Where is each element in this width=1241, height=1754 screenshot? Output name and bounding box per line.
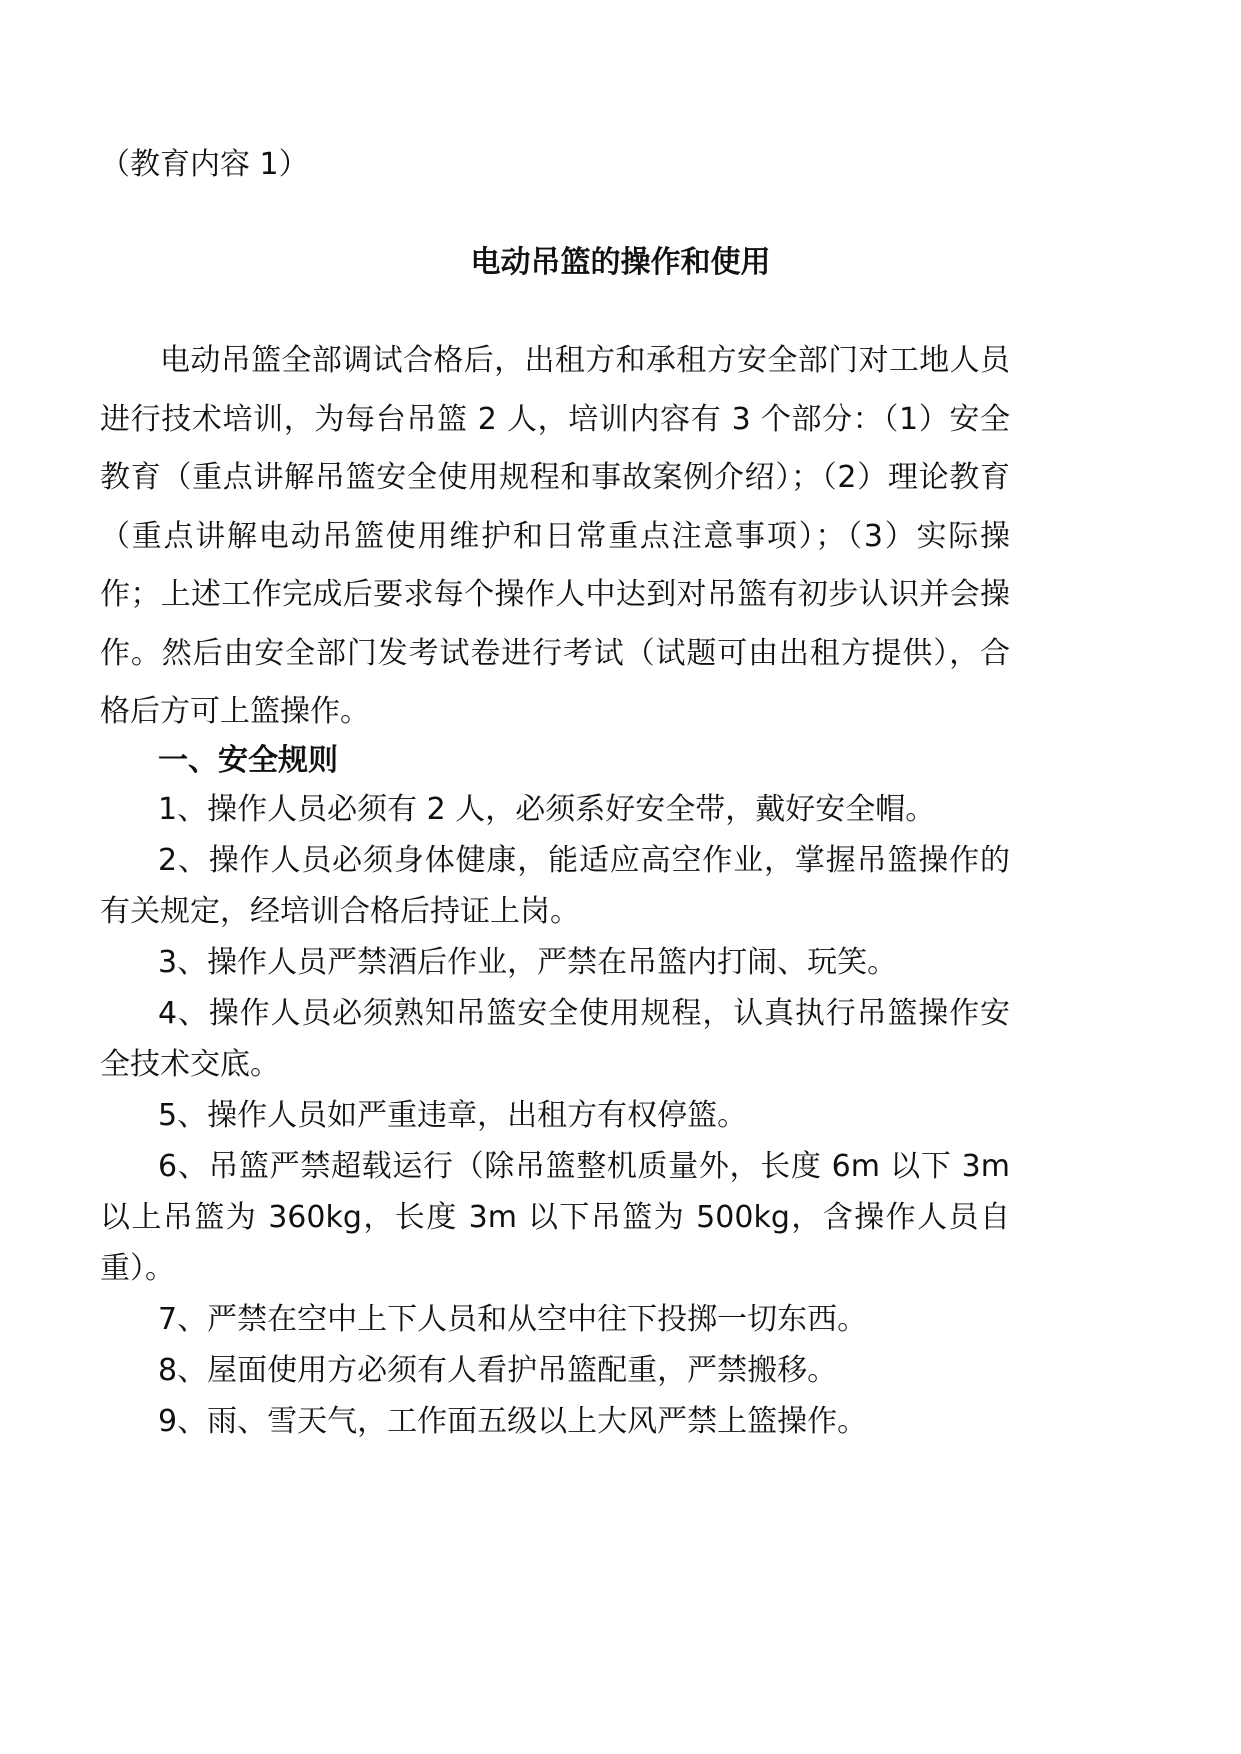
safety-rule-item: 8、屋面使用方必须有人看护吊篮配重，严禁搬移。	[158, 1353, 838, 1388]
safety-rule-item: 9、雨、雪天气，工作面五级以上大风严禁上篮操作。	[158, 1404, 868, 1439]
safety-rule-item: 2、操作人员必须身体健康，能适应高空作业，掌握吊篮操作的有关规定，经培训合格后持证上岗。	[100, 843, 1010, 929]
intro-paragraph: 电动吊篮全部调试合格后，出租方和承租方安全部门对工地人员进行技术培训，为每台吊篮 2 人，培训内容有 3 个部分：（1）安全教育（重点讲解吊篮安全使用规程和事故案例介绍）；（2）理论教育（重点讲解电动吊篮使用维护和日常重点注意事项）；（3）实际操作；上述工作完成后要求每个操作人中达到对吊篮有初步认识并会操作。然后由安全部门发考试卷进行考试（试题可由出租方提供），合格后方可上篮操作。	[100, 343, 1010, 729]
safety-rule-item: 6、吊篮严禁超载运行（除吊篮整机质量外，长度 6m 以下 3m 以上吊篮为 360kg，长度 3m 以下吊篮为 500kg，含操作人员自重）。	[100, 1149, 1010, 1286]
document-title: 电动吊篮的操作和使用	[470, 245, 771, 280]
safety-rule-item: 5、操作人员如严重违章，出租方有权停篮。	[158, 1098, 748, 1133]
education-content-label: （教育内容 1）	[100, 147, 309, 182]
safety-rule-item: 1、操作人员必须有 2 人，必须系好安全带，戴好安全帽。	[158, 792, 936, 827]
safety-rules-list	[100, 784, 1010, 1447]
safety-rule-item: 3、操作人员严禁酒后作业，严禁在吊篮内打闹、玩笑。	[158, 945, 898, 980]
section-heading-safety-rules: 一、安全规则	[158, 743, 338, 778]
safety-rule-item: 4、操作人员必须熟知吊篮安全使用规程，认真执行吊篮操作安全技术交底。	[100, 996, 1010, 1082]
safety-rule-item: 7、严禁在空中上下人员和从空中往下投掷一切东西。	[158, 1302, 868, 1337]
